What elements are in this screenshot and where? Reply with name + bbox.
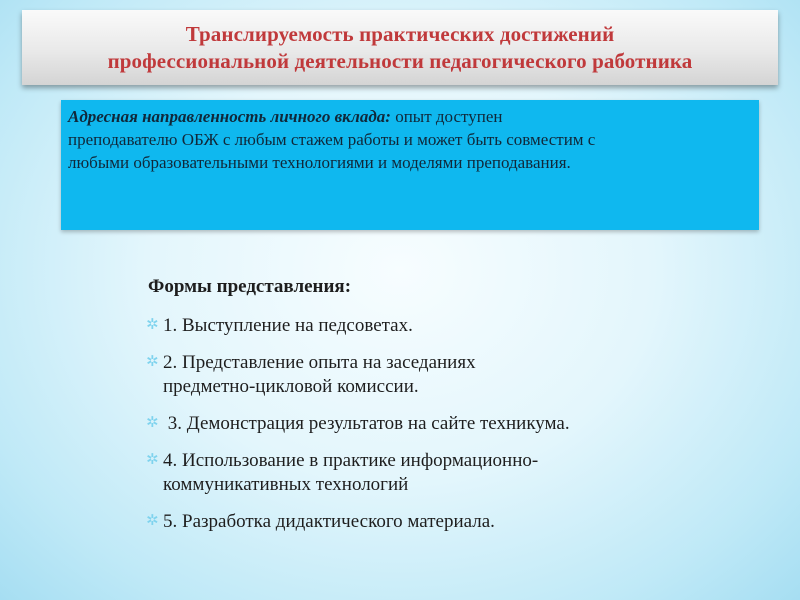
list-item	[146, 314, 570, 338]
info-text-3: любыми образовательными технологиями и моделями преподавания.	[68, 153, 571, 172]
info-text-1: опыт доступен	[390, 107, 503, 126]
list-item	[146, 510, 570, 534]
list-item-line-1: 3. Демонстрация результатов на сайте техникума.	[163, 413, 570, 434]
title-banner	[22, 10, 778, 85]
asterisk-bullet-icon: ✲	[146, 352, 159, 370]
forms-list	[146, 314, 570, 547]
info-lead: Адресная направленность личного вклада:	[68, 107, 391, 126]
slide-title-line-1: Транслируемость практических достижений	[185, 21, 615, 46]
forms-heading: Формы представления:	[148, 276, 352, 297]
asterisk-bullet-icon: ✲	[146, 450, 159, 468]
list-item-line-1: 5. Разработка дидактического материала.	[163, 511, 495, 532]
asterisk-bullet-icon: ✲	[146, 413, 159, 431]
list-item-line-1: 1. Выступление на педсоветах.	[163, 315, 413, 336]
info-box	[61, 100, 759, 230]
asterisk-bullet-icon: ✲	[146, 315, 159, 333]
list-item-line-1: 2. Представление опыта на заседаниях	[163, 352, 476, 373]
list-item	[146, 412, 570, 436]
info-line-1	[68, 105, 753, 128]
info-text-2: преподавателю ОБЖ с любым стажем работы и может быть совместим с	[68, 130, 596, 149]
slide-title-line-2: профессиональной деятельности педагогического работника	[107, 48, 693, 73]
asterisk-bullet-icon: ✲	[146, 511, 159, 529]
list-item	[146, 449, 570, 497]
list-item-line-2: предметно-цикловой комиссии.	[163, 376, 419, 397]
list-item-line-1: 4. Использование в практике информационно-	[163, 450, 539, 471]
list-item-line-2: коммуникативных технологий	[163, 474, 409, 495]
list-item	[146, 351, 570, 399]
